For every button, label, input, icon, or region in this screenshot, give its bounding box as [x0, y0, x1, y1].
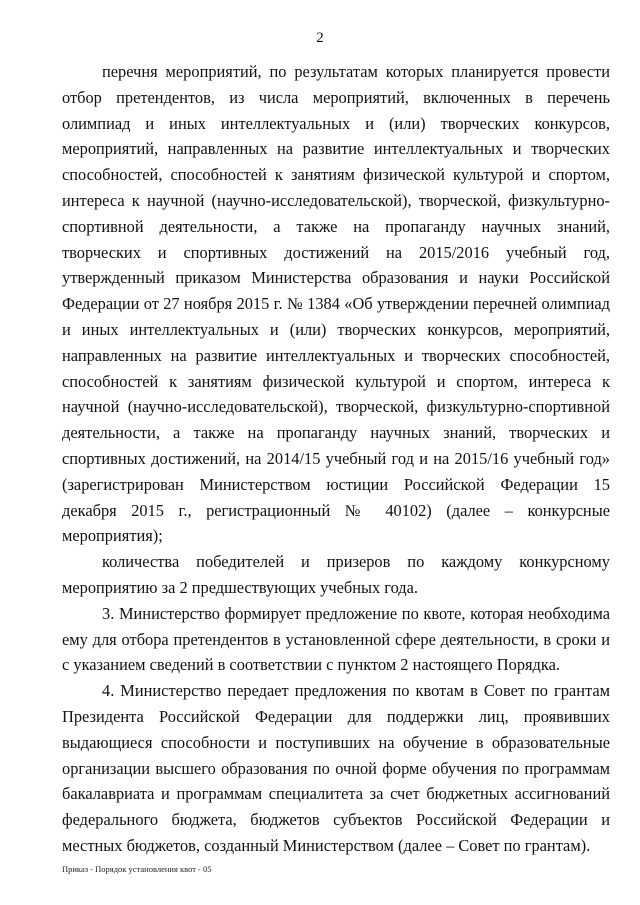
paragraph-item-3: 3. Министерство формирует предложение по квоте, которая необходима ему для отбора претендентов в установленной сфере деятельности, в сроки и с указанием сведений в соответствии с пунктом 2 настоящего Порядка. — [62, 603, 610, 675]
page-number: 2 — [316, 30, 324, 46]
document-body — [62, 59, 610, 859]
document-footer: Приказ - Порядок установления квот - 05 — [62, 864, 212, 874]
paragraph-events-list: перечня мероприятий, по результатам которых планируется провести отбор претендентов, из числа мероприятий, включенных в перечень олимпиад и иных интеллектуальных и (или) творческих конкурсов, мероприятий, направленных на развитие интеллектуальных и творческих способностей, способностей к занятиям физической культурой и спортом, интереса к научной (научно-исследовательской), творческой, физкультурно-спортивной деятельности, а также на пропаганду научных знаний, творческих и спортивных достижений на 2015/2016 учебный год, утвержденный приказом Министерства образования и науки Российской Федерации от 27 ноября 2015 г. № 1384 «Об утверждении перечней олимпиад и иных интеллектуальных и (или) творческих конкурсов, мероприятий, направленных на развитие интеллектуальных и творческих способностей, способностей к занятиям физической культурой и спортом, интереса к научной (научно-исследовательской), творческой, физкультурно-спортивной деятельности, а также на пропаганду научных знаний, творческих и спортивных достижений, на 2014/15 учебный год и на 2015/16 учебный год» (зарегистрирован Министерством юстиции Российской Федерации 15 декабря 2015 г., регистрационный № 40102) (далее – конкурсные мероприятия); — [62, 62, 610, 546]
paragraph-winners-count: количества победителей и призеров по каждому конкурсному мероприятию за 2 предшествующих учебных года. — [62, 552, 610, 597]
paragraph-item-4: 4. Министерство передает предложения по квотам в Совет по грантам Президента Российской Федерации для поддержки лиц, проявивших выдающиеся способности и поступивших на обучение в образовательные организации высшего образования по очной форме обучения по программам бакалавриата и программам специалитета за счет бюджетных ассигнований федерального бюджета, бюджетов субъектов Российской Федерации и местных бюджетов, созданный Министерством (далее – Совет по грантам). — [62, 681, 610, 855]
